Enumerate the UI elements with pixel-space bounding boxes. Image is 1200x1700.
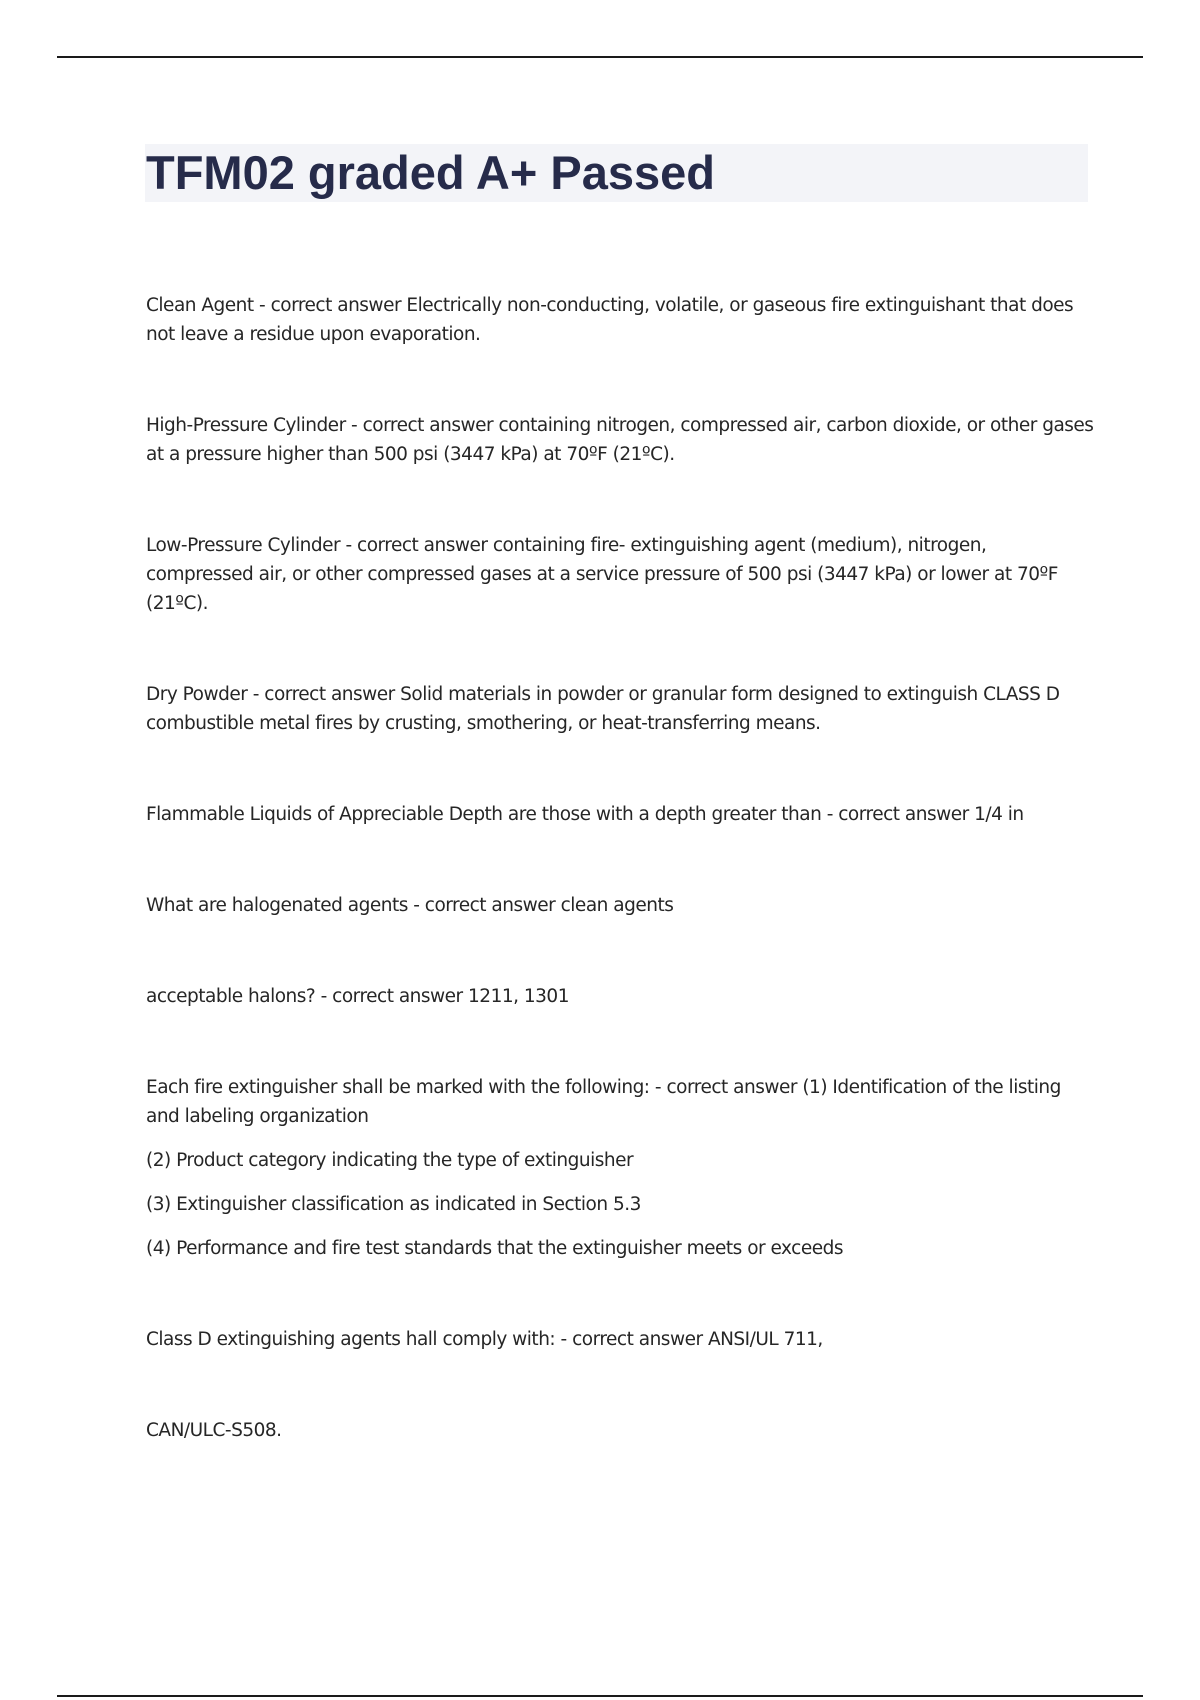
entry-subitem: (4) Performance and fire test standards that the extinguisher meets or exceeds	[146, 1238, 843, 1259]
entry-text: CAN/ULC-S508.	[146, 1420, 282, 1441]
qa-entry	[146, 891, 1096, 920]
footer-rule	[57, 1695, 1143, 1697]
entry-text: acceptable halons? - correct answer 1211, 1301	[146, 986, 569, 1007]
qa-entry	[146, 1325, 1096, 1354]
entry-subitem: (3) Extinguisher classification as indicated in Section 5.3	[146, 1194, 641, 1215]
entry-text: Clean Agent - correct answer Electrically non-conducting, volatile, or gaseous fire extinguishant that does not leave a residue upon evaporation.	[146, 295, 1074, 345]
qa-entry	[146, 800, 1096, 829]
entry-text: Flammable Liquids of Appreciable Depth are those with a depth greater than - correct answer 1/4 in	[146, 804, 1024, 825]
qa-entry	[146, 291, 1096, 349]
qa-entry	[146, 531, 1096, 618]
entry-text: High-Pressure Cylinder - correct answer containing nitrogen, compressed air, carbon dioxide, or other gases at a pressure higher than 500 psi (3447 kPa) at 70ºF (21ºC).	[146, 415, 1094, 465]
qa-entry	[146, 1416, 1096, 1445]
header-rule	[57, 56, 1143, 58]
qa-entry	[146, 982, 1096, 1011]
qa-entries	[146, 291, 1096, 1507]
document-title: TFM02 graded A+ Passed	[146, 146, 715, 199]
entry-subitem: (2) Product category indicating the type of extinguisher	[146, 1150, 634, 1171]
entry-text: Class D extinguishing agents hall comply with: - correct answer ANSI/UL 711,	[146, 1329, 823, 1350]
entry-text: Each fire extinguisher shall be marked with the following: - correct answer (1) Identification of the listing and labeling organization	[146, 1077, 1061, 1127]
entry-text: What are halogenated agents - correct answer clean agents	[146, 895, 674, 916]
entry-text: Dry Powder - correct answer Solid materials in powder or granular form designed to extinguish CLASS D combustible metal fires by crusting, smothering, or heat-transferring means.	[146, 684, 1060, 734]
qa-entry	[146, 411, 1096, 469]
entry-text: Low-Pressure Cylinder - correct answer containing fire- extinguishing agent (medium), nitrogen, compressed air, or other compressed gases at a service pressure of 500 psi (3447 kPa) or lower at 70ºF (21ºC).	[146, 535, 1058, 614]
qa-entry	[146, 1073, 1096, 1263]
qa-entry	[146, 680, 1096, 738]
